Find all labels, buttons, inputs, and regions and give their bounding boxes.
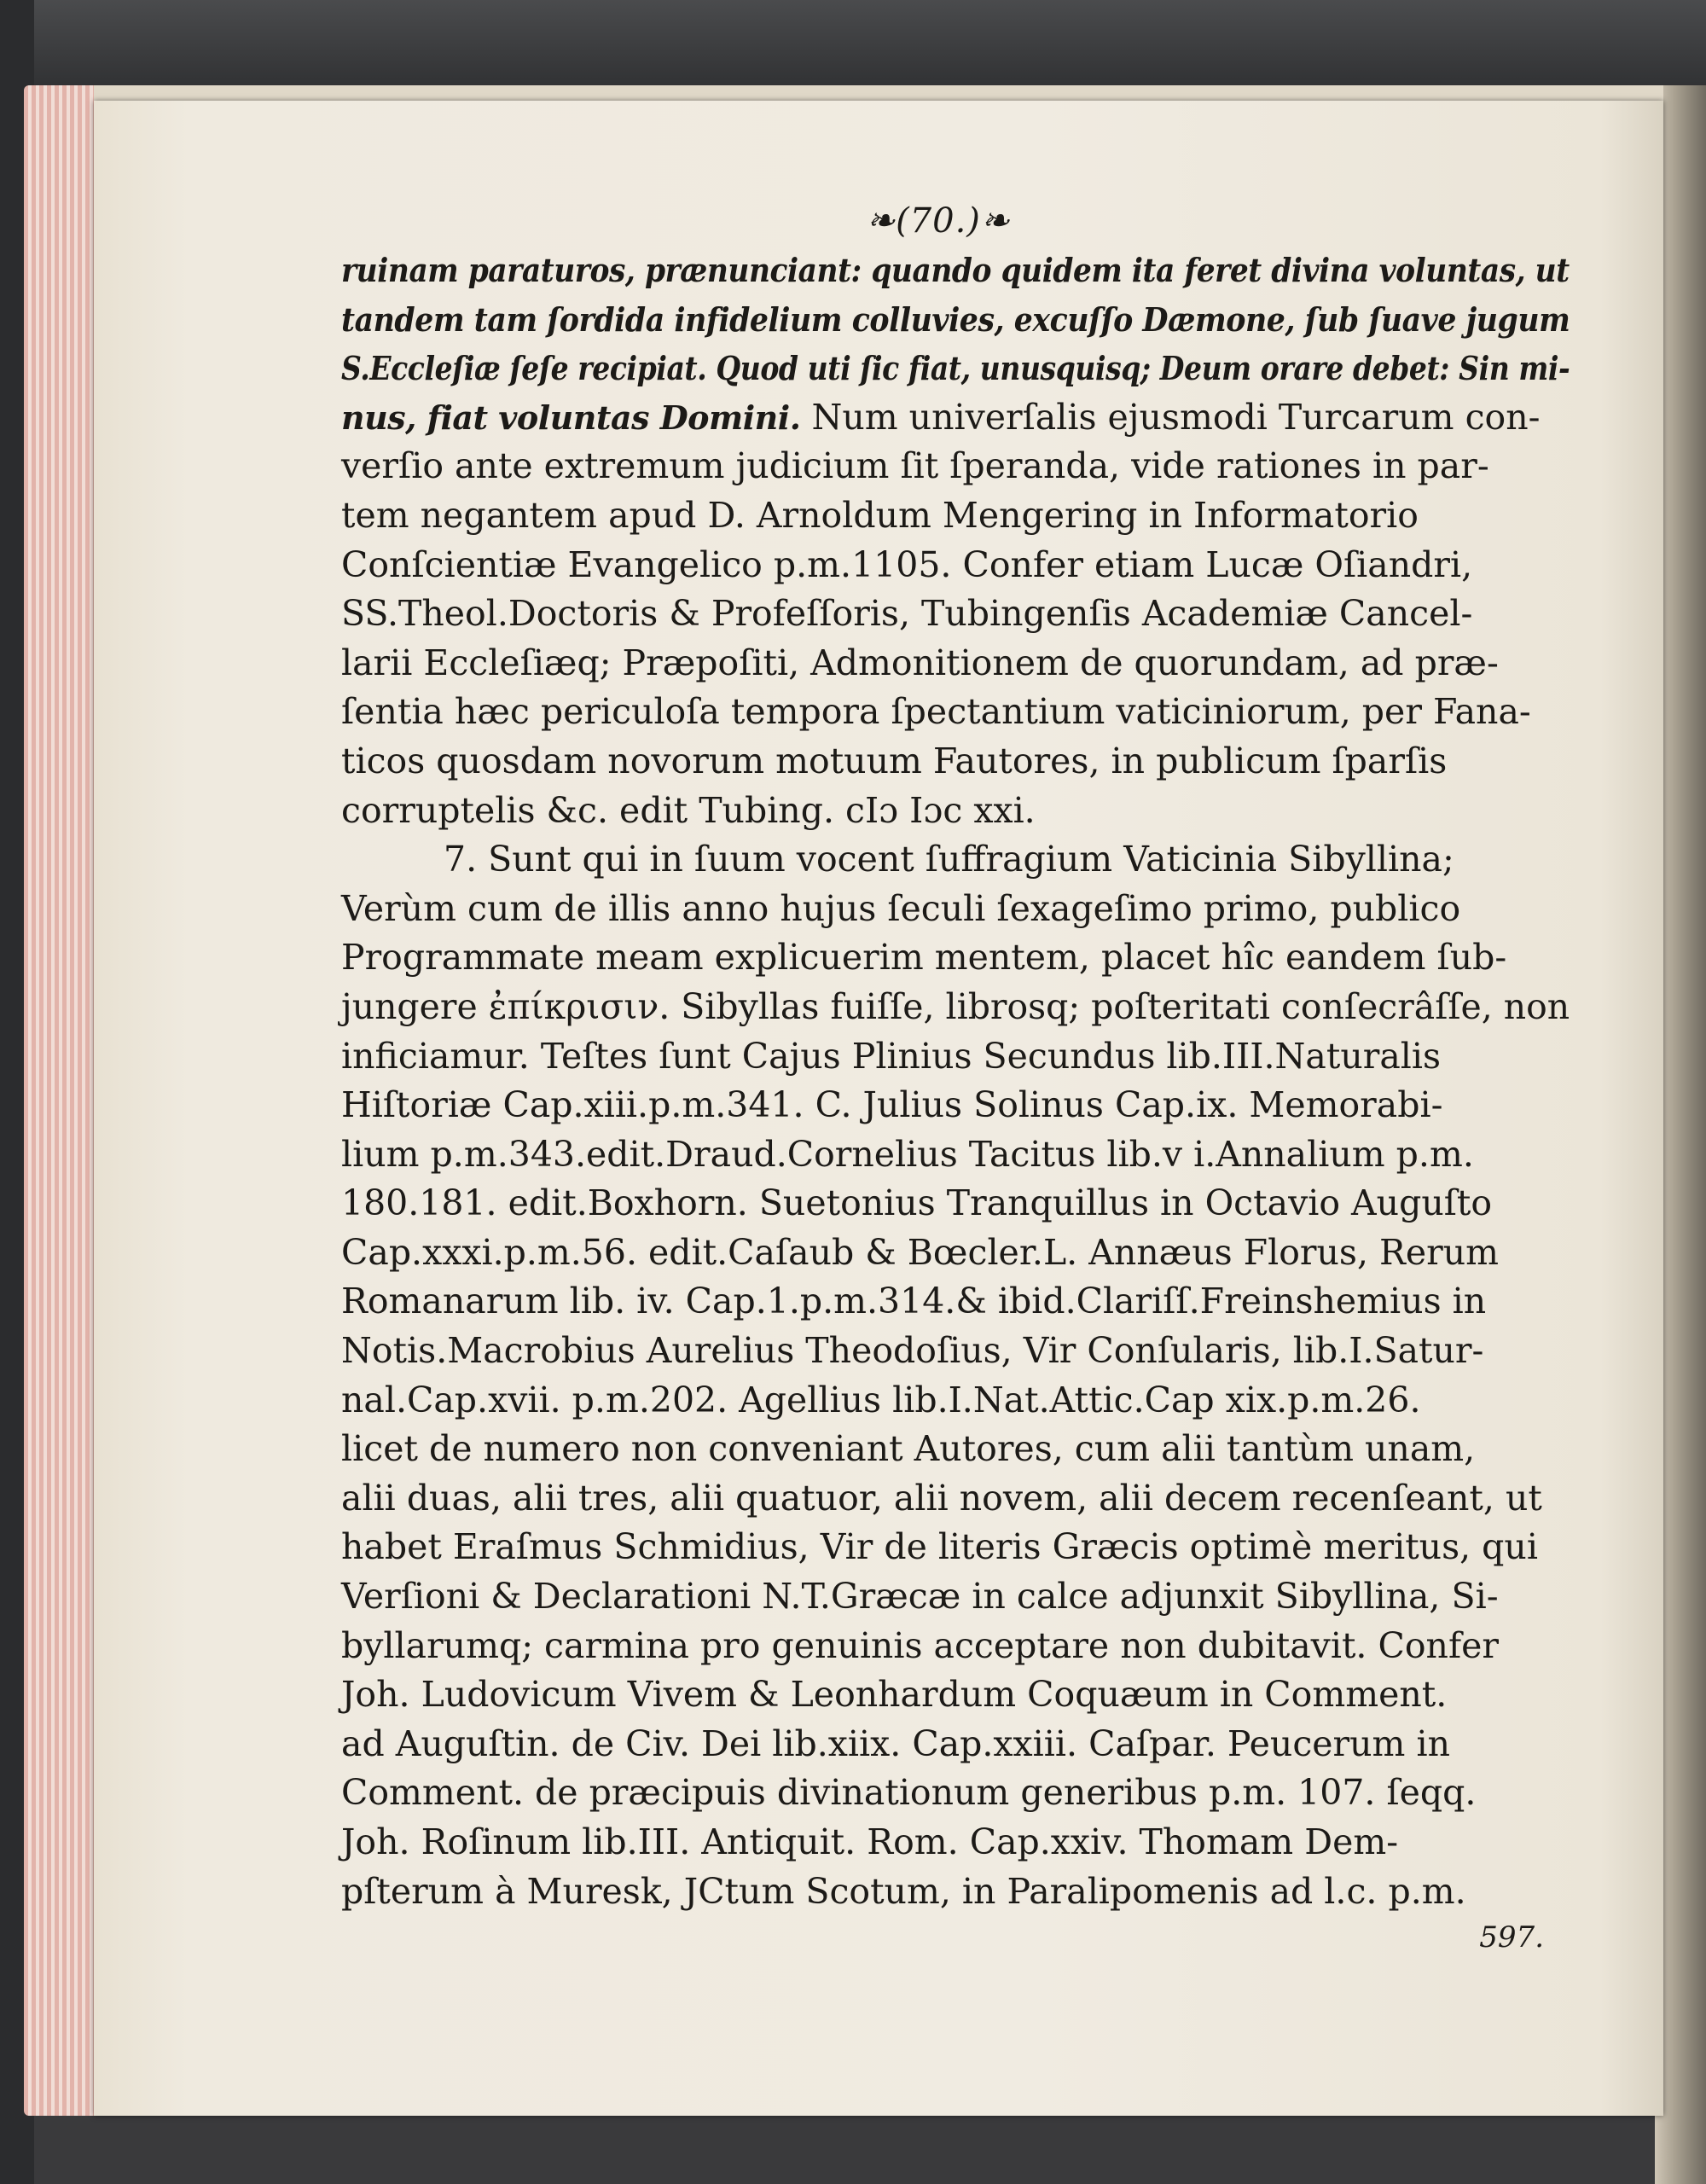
- text-line: Cap.xxxi.p.m.56. edit.Caſaub & Bœcler.L. Annæus Florus, Rerum: [341, 1231, 1500, 1273]
- text-line: jungere ἐπίκρισιν. Sibyllas fuiſſe, librosq; poſteritati conſecrâſſe, non: [341, 985, 1570, 1027]
- text-line: Joh. Ludovicum Vivem & Leonhardum Coquæum in Comment.: [341, 1674, 1448, 1716]
- text-line: [341, 393, 1570, 443]
- text-line: verſio ante extremum judicium ſit ſperanda, vide rationes in par-: [341, 445, 1489, 487]
- text-line: Hiſtoriæ Cap.xiii.p.m.341. C. Julius Solinus Cap.ix. Memorabi-: [341, 1084, 1443, 1126]
- text-line: Verſioni & Declarationi N.T.Græcæ in calce adjunxit Sibyllina, Si-: [341, 1576, 1499, 1618]
- paragraph-start-line: 7. Sunt qui in ſuum vocent ſuffragium Vaticinia Sibyllina;: [444, 839, 1454, 880]
- text-line-roman-part: Num univerſalis ejusmodi Turcarum con-: [800, 396, 1541, 438]
- text-line: tandem tam ſordida infidelium colluvies, excuſſo Dæmone, ſub ſuave jugum: [341, 299, 1570, 339]
- catchword: 597.: [1479, 1920, 1544, 1955]
- text-line: Conſcientiæ Evangelico p.m.1105. Confer etiam Lucæ Oſiandri,: [341, 543, 1473, 585]
- page-header: ❧(70.)❧: [866, 201, 1011, 241]
- text-line: ad Auguſtin. de Civ. Dei lib.xiix. Cap.xxiii. Caſpar. Peucerum in: [341, 1722, 1450, 1764]
- text-line: ſentia hæc periculoſa tempora ſpectantium vaticiniorum, per Fana-: [341, 691, 1531, 733]
- text-block: [341, 196, 1570, 1959]
- text-line: S.Eccleſiæ ſeſe recipiat. Quod uti ſic fiat, unusquisq; Deum orare debet: Sin mi-: [341, 349, 1570, 388]
- text-line: ruinam paraturos, prænunciant: quando quidem ita feret divina voluntas, ut: [341, 251, 1570, 289]
- text-line: Programmate meam explicuerim mentem, placet hîc eandem ſub-: [341, 937, 1507, 979]
- text-line: byllarumq; carmina pro genuinis acceptare non dubitavit. Confer: [341, 1624, 1499, 1666]
- text-line: larii Eccleſiæq; Præpoſiti, Admonitionem de quorundam, ad præ-: [341, 642, 1499, 683]
- text-line: Romanarum lib. iv. Cap.1.p.m.314.& ibid.Clariſſ.Freinshemius in: [341, 1281, 1487, 1322]
- text-line: Notis.Macrobius Aurelius Theodoſius, Vir Conſularis, lib.I.Satur-: [341, 1330, 1484, 1372]
- text-line: Verùm cum de illis anno hujus ſeculi ſexageſimo primo, publico: [341, 887, 1461, 929]
- text-line: habet Eraſmus Schmidius, Vir de literis Græcis optimè meritus, qui: [341, 1526, 1538, 1568]
- text-line: corruptelis &c. edit Tubing. cIɔ Iɔc xxi.: [341, 789, 1036, 831]
- text-line: alii duas, alii tres, alii quatuor, alii novem, alii decem recenſeant, ut: [341, 1477, 1542, 1519]
- text-line: 180.181. edit.Boxhorn. Suetonius Tranquillus in Octavio Auguſto: [341, 1182, 1493, 1224]
- scan-background-top: [0, 0, 1706, 94]
- text-line: inficiamur. Teſtes ſunt Cajus Plinius Secundus lib.III.Naturalis: [341, 1035, 1442, 1077]
- text-line: licet de numero non conveniant Autores, cum alii tantùm unam,: [341, 1428, 1476, 1470]
- text-line: nal.Cap.xvii. p.m.202. Agellius lib.I.Nat.Attic.Cap xix.p.m.26.: [341, 1379, 1421, 1420]
- text-line: tem negantem apud D. Arnoldum Mengering in Informatorio: [341, 494, 1419, 536]
- text-line: lium p.m.343.edit.Draud.Cornelius Tacitus lib.v i.Annalium p.m.: [341, 1133, 1474, 1175]
- text-line: Joh. Roſinum lib.III. Antiquit. Rom. Cap.xxiv. Thomam Dem-: [341, 1821, 1399, 1862]
- text-line: SS.Theol.Doctoris & Profeſſoris, Tubingenſis Academiæ Cancel-: [341, 593, 1473, 635]
- text-line: Comment. de præcipuis divinationum generibus p.m. 107. ſeqq.: [341, 1772, 1477, 1814]
- text-line-italic-part: nus, fiat voluntas Domini.: [341, 398, 801, 437]
- text-line: ticos quosdam novorum motuum Fautores, in publicum ſparſis: [341, 740, 1448, 781]
- text-line: pſterum à Muresk, JCtum Scotum, in Paralipomenis ad l.c. p.m.: [341, 1870, 1466, 1912]
